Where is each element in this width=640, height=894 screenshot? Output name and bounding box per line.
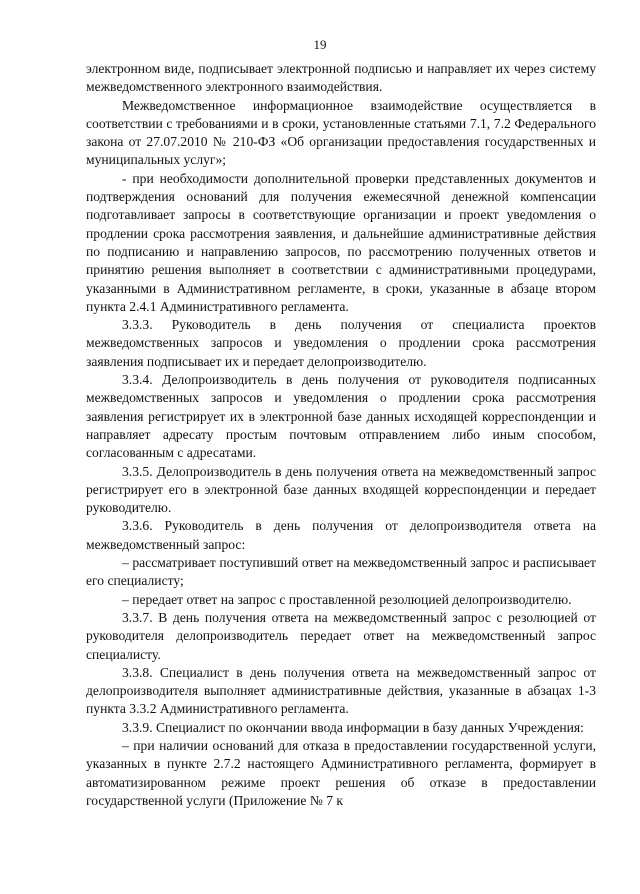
list-item: – рассматривает поступивший ответ на межведомственный запрос и расписывает его специалисту; xyxy=(86,555,596,589)
paragraph: 3.3.3. Руководитель в день получения от специалиста проектов межведомственных запросов и уведомления о продлении срока рассмотрения заявления подписывает их и передает делопроизводителю. xyxy=(86,317,596,369)
paragraph: электронном виде, подписывает электронной подписью и направляет их через систему межведомственного электронного взаимодействия. xyxy=(86,61,596,95)
list-item: – при наличии оснований для отказа в предоставлении государственной услуги, указанных в пункте 2.7.2 настоящего Административного регламента, формирует в автоматизированном режиме проект решения об отказе в предоставлении государственной услуги (Приложение № 7 к xyxy=(86,737,596,808)
paragraph: 3.3.7. В день получения ответа на межведомственный запрос с резолюцией от руководителя делопроизводитель передает ответ на межведомственный запрос специалисту. xyxy=(86,609,596,662)
body-text xyxy=(86,60,596,810)
paragraph: 3.3.9. Специалист по окончании ввода информации в базу данных Учреждения: xyxy=(122,719,584,735)
paragraph: - при необходимости дополнительной проверки представленных документов и подтверждения оснований для получения ежемесячной денежной компенсации подготавливает запросы в соответствующие организации и проект уведомления о продлении срока рассмотрения заявления, и дальнейшие административные действия по подписанию и направлению запросов, по рассмотрению полученных ответов и принятию решения выполняет в соответствии с административными процедурами, указанными в Административном регламенте, в сроки, указанные в абзаце втором пункта 2.4.1 Административного регламента. xyxy=(86,170,596,314)
paragraph: 3.3.4. Делопроизводитель в день получения от руководителя подписанных межведомственных запросов и уведомления о продлении срока рассмотрения заявления регистрирует их в электронной базе данных исходящей корреспонденции и направляет адресату простым почтовым отправлением либо иным способом, согласованным с адресатами. xyxy=(86,372,596,461)
list-item: – передает ответ на запрос с проставленной резолюцией делопроизводителю. xyxy=(122,591,572,607)
paragraph: Межведомственное информационное взаимодействие осуществляется в соответствии с требованиями и в сроки, установленные статьями 7.1, 7.2 Федерального закона от 27.07.2010 № 210-ФЗ «Об организации предоставления государственных и муниципальных услуг»; xyxy=(86,97,596,168)
page-number: 19 xyxy=(313,37,327,52)
paragraph: 3.3.5. Делопроизводитель в день получения ответа на межведомственный запрос регистрирует его в электронной базе данных входящей корреспонденции и передает руководителю. xyxy=(86,463,596,516)
paragraph: 3.3.6. Руководитель в день получения от делопроизводителя ответа на межведомственный запрос: xyxy=(86,518,596,552)
paragraph: 3.3.8. Специалист в день получения ответа на межведомственный запрос от делопроизводителя выполняет административные действия, указанные в абзацах 1-3 пункта 3.3.2 Административного регламента. xyxy=(86,664,596,717)
